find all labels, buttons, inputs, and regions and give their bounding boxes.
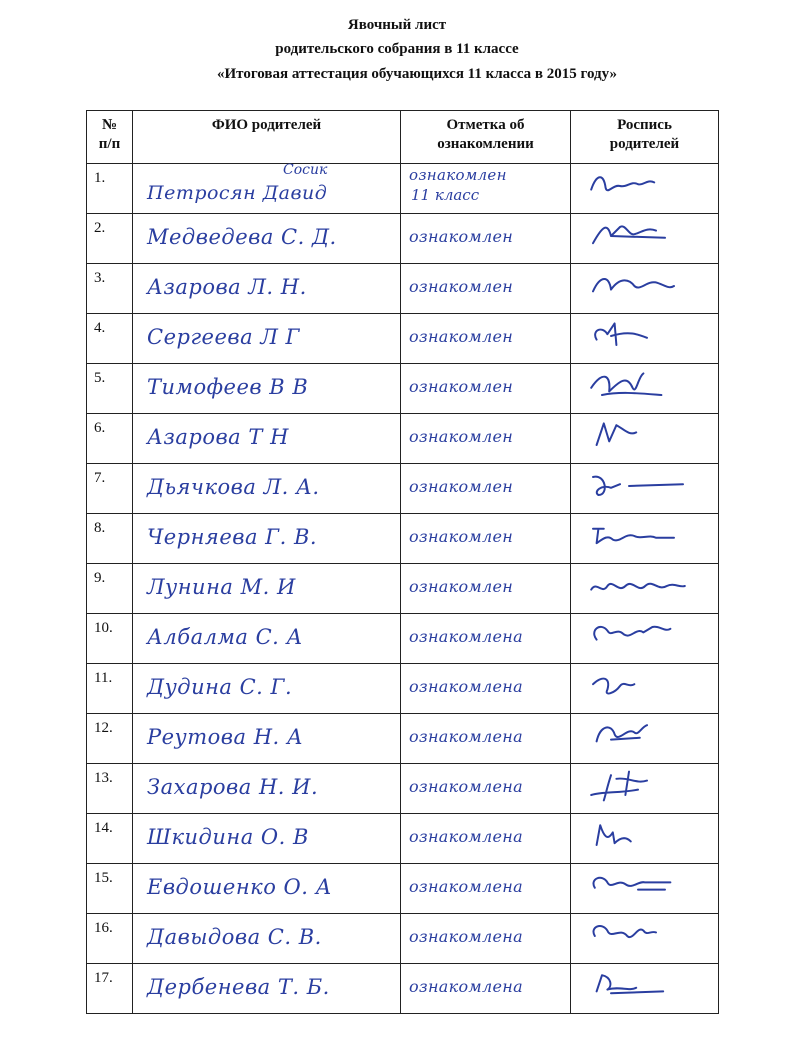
acknowledgement-cell (401, 814, 571, 864)
document-subtitle: родительского собрания в 11 классе (275, 41, 519, 57)
parent-name: Сергеева Л Г (147, 325, 300, 349)
signature-cell (571, 214, 719, 264)
signature-cell (571, 264, 719, 314)
signature-cell (571, 614, 719, 664)
parent-name: Албалма С. А (147, 625, 303, 649)
acknowledgement-cell (401, 564, 571, 614)
signature-cell (571, 164, 719, 214)
row-number: 16. (87, 914, 133, 964)
parent-name-cell (133, 214, 401, 264)
signature-cell (571, 714, 719, 764)
document-topic: «Итоговая аттестация обучающихся 11 класса в 2015 году» (217, 66, 617, 82)
table-row (87, 514, 719, 564)
parent-name-cell (133, 314, 401, 364)
row-number: 10. (87, 614, 133, 664)
parent-name-cell (133, 764, 401, 814)
parent-name-cell (133, 564, 401, 614)
acknowledgement-mark: ознакомлена (409, 877, 523, 896)
table-row (87, 364, 719, 414)
table-row (87, 714, 719, 764)
acknowledgement-cell (401, 764, 571, 814)
table-row (87, 414, 719, 464)
parent-name-cell (133, 964, 401, 1014)
table-row (87, 164, 719, 214)
signature-cell (571, 814, 719, 864)
table-row (87, 614, 719, 664)
row-number: 9. (87, 564, 133, 614)
parent-name: Реутова Н. А (147, 725, 304, 749)
row-number: 17. (87, 964, 133, 1014)
acknowledgement-mark: ознакомлена (409, 977, 523, 996)
table-row (87, 564, 719, 614)
acknowledgement-cell (401, 964, 571, 1014)
parent-name-cell (133, 864, 401, 914)
handwritten-signature (583, 368, 693, 404)
handwritten-signature (583, 168, 693, 204)
handwritten-signature (583, 318, 693, 354)
table-row (87, 214, 719, 264)
parent-name: Захарова Н. И. (147, 775, 319, 799)
acknowledgement-mark: ознакомлен (409, 577, 514, 596)
table-row (87, 314, 719, 364)
acknowledgement-cell (401, 614, 571, 664)
parent-name-cell (133, 164, 401, 214)
table-row (87, 464, 719, 514)
signature-cell (571, 764, 719, 814)
handwritten-signature (583, 968, 693, 1004)
parent-name-cell (133, 414, 401, 464)
row-number: 3. (87, 264, 133, 314)
acknowledgement-mark: ознакомлена (409, 677, 523, 696)
acknowledgement-cell (401, 664, 571, 714)
parent-name: Дьячкова Л. А. (147, 475, 320, 499)
acknowledgement-cell (401, 164, 571, 214)
handwritten-signature (583, 218, 693, 254)
acknowledgement-mark: ознакомлена (409, 827, 523, 846)
handwritten-signature (583, 468, 693, 504)
acknowledgement-note: 11 класс (411, 186, 480, 204)
table-header-row (87, 111, 719, 164)
acknowledgement-mark: ознакомлен (409, 227, 514, 246)
acknowledgement-cell (401, 264, 571, 314)
parent-name-cell (133, 664, 401, 714)
parent-name: Азарова Т Н (147, 425, 289, 449)
row-number: 8. (87, 514, 133, 564)
handwritten-signature (583, 418, 693, 454)
parent-name-cell (133, 714, 401, 764)
parent-name-cell (133, 814, 401, 864)
column-header-mark: Отметка об ознакомлении (401, 111, 571, 164)
table-row (87, 264, 719, 314)
signature-cell (571, 364, 719, 414)
parent-name: Медведева С. Д. (147, 225, 337, 249)
acknowledgement-mark: ознакомлена (409, 727, 523, 746)
acknowledgement-mark: ознакомлен (409, 477, 514, 496)
table-row (87, 664, 719, 714)
table-row (87, 814, 719, 864)
row-number: 6. (87, 414, 133, 464)
signature-cell (571, 564, 719, 614)
handwritten-signature (583, 768, 693, 804)
parent-name: Давыдова С. В. (147, 925, 322, 949)
parent-name: Черняева Г. В. (147, 525, 318, 549)
acknowledgement-mark: ознакомлен (409, 427, 514, 446)
acknowledgement-cell (401, 414, 571, 464)
parent-name: Петросян Давид (147, 182, 328, 204)
signature-cell (571, 914, 719, 964)
parent-name-cell (133, 264, 401, 314)
table-row (87, 864, 719, 914)
acknowledgement-cell (401, 214, 571, 264)
table-row (87, 764, 719, 814)
acknowledgement-mark: ознакомлена (409, 627, 523, 646)
parent-name-cell (133, 914, 401, 964)
handwritten-signature (583, 568, 693, 604)
acknowledgement-cell (401, 464, 571, 514)
handwritten-signature (583, 718, 693, 754)
acknowledgement-cell (401, 364, 571, 414)
parent-name: Дудина С. Г. (147, 675, 293, 699)
signature-cell (571, 464, 719, 514)
row-number: 7. (87, 464, 133, 514)
acknowledgement-mark: ознакомлен (409, 166, 507, 184)
column-header-num: № п/п (87, 111, 133, 164)
handwritten-signature (583, 818, 693, 854)
acknowledgement-mark: ознакомлена (409, 927, 523, 946)
attendance-table (86, 110, 719, 1014)
handwritten-signature (583, 918, 693, 954)
parent-name: Лунина М. И (147, 575, 296, 599)
parent-name-note: Сосик (283, 162, 328, 178)
column-header-signature: Роспись родителей (571, 111, 719, 164)
acknowledgement-mark: ознакомлен (409, 527, 514, 546)
row-number: 12. (87, 714, 133, 764)
row-number: 11. (87, 664, 133, 714)
row-number: 14. (87, 814, 133, 864)
row-number: 1. (87, 164, 133, 214)
row-number: 15. (87, 864, 133, 914)
document-title: Явочный лист (347, 17, 447, 33)
row-number: 4. (87, 314, 133, 364)
acknowledgement-cell (401, 514, 571, 564)
parent-name-cell (133, 614, 401, 664)
signature-cell (571, 414, 719, 464)
table-row (87, 914, 719, 964)
signature-cell (571, 964, 719, 1014)
handwritten-signature (583, 668, 693, 704)
parent-name-cell (133, 464, 401, 514)
acknowledgement-mark: ознакомлен (409, 277, 514, 296)
acknowledgement-cell (401, 714, 571, 764)
signature-cell (571, 314, 719, 364)
signature-cell (571, 514, 719, 564)
row-number: 2. (87, 214, 133, 264)
handwritten-signature (583, 618, 693, 654)
parent-name-cell (133, 364, 401, 414)
parent-name: Дербенева Т. Б. (147, 975, 330, 999)
handwritten-signature (583, 268, 693, 304)
acknowledgement-cell (401, 314, 571, 364)
parent-name: Евдошенко О. А (147, 875, 332, 899)
acknowledgement-mark: ознакомлена (409, 777, 523, 796)
row-number: 5. (87, 364, 133, 414)
parent-name: Тимофеев В В (147, 375, 309, 399)
parent-name-cell (133, 514, 401, 564)
signature-cell (571, 864, 719, 914)
table-row (87, 964, 719, 1014)
signature-cell (571, 664, 719, 714)
parent-name: Шкидина О. В (147, 825, 309, 849)
acknowledgement-mark: ознакомлен (409, 327, 514, 346)
acknowledgement-cell (401, 914, 571, 964)
handwritten-signature (583, 868, 693, 904)
row-number: 13. (87, 764, 133, 814)
parent-name: Азарова Л. Н. (147, 275, 307, 299)
handwritten-signature (583, 518, 693, 554)
acknowledgement-cell (401, 864, 571, 914)
column-header-fio: ФИО родителей (133, 111, 401, 164)
acknowledgement-mark: ознакомлен (409, 377, 514, 396)
